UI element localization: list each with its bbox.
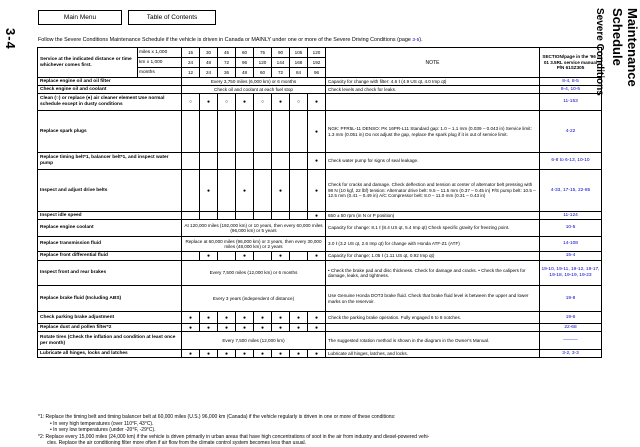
footnote-line: cles. Replace the air conditioning filter more often if air flow from the climate control system becomes less than usual. <box>47 440 307 446</box>
header-months-4: 60 <box>254 68 272 78</box>
manual-page-link[interactable]: 6-8 to 6-13, 10-10 <box>540 153 602 170</box>
intro-body: Follow the Severe Conditions Maintenance Schedule if the vehicle is driven in Canada or MAINLY under one or more of the Severe Driving Conditions (page <box>38 37 413 43</box>
manual-page-link[interactable]: 22-68 <box>540 324 602 332</box>
header-km-0: 24 <box>182 58 200 68</box>
main-menu-button[interactable]: Main Menu <box>38 10 122 25</box>
intro-tail: ). <box>419 37 423 43</box>
interval-mark: ● <box>308 312 326 324</box>
interval-mark: ● <box>290 324 308 332</box>
interval-mark <box>182 252 200 261</box>
interval-mark: ● <box>272 170 290 212</box>
manual-page-link[interactable]: 8-4, 8-5 <box>540 78 602 86</box>
table-row <box>38 324 602 332</box>
interval-mark <box>236 212 254 220</box>
footnote-line: • In very low temperatures (under -20°F, -29°C). <box>50 427 156 433</box>
interval-text: Every 7,500 miles (12,000 km) or 6 months <box>182 261 326 286</box>
interval-mark: ● <box>272 252 290 261</box>
table-row <box>38 153 602 170</box>
maintenance-table <box>37 47 602 358</box>
interval-mark: ● <box>308 94 326 111</box>
header-miles-2: 45 <box>218 48 236 58</box>
interval-text: Every 7,500 miles (12,000 km) <box>182 332 326 350</box>
interval-mark: ● <box>182 312 200 324</box>
interval-mark: ● <box>200 350 218 358</box>
interval-mark: ○ <box>182 94 200 111</box>
service-item: Replace engine oil and oil filter <box>38 78 182 86</box>
interval-mark: ● <box>272 350 290 358</box>
manual-page-link[interactable]: 19-8 <box>540 286 602 312</box>
interval-mark: ● <box>308 212 326 220</box>
header-km-1: 48 <box>200 58 218 68</box>
manual-page-link[interactable]: 15-4 <box>540 252 602 261</box>
service-note: Check water pump for signs of seal leakage. <box>326 153 540 170</box>
table-row <box>38 78 602 86</box>
table-row <box>38 261 602 286</box>
header-km-4: 120 <box>254 58 272 68</box>
service-note: Lubricate all hinges, latches, and locks. <box>326 350 540 358</box>
interval-mark: ● <box>308 153 326 170</box>
interval-mark <box>290 111 308 153</box>
interval-mark <box>182 111 200 153</box>
interval-mark <box>254 252 272 261</box>
page-subtitle: Severe Conditions <box>594 8 605 96</box>
header-miles-5: 90 <box>272 48 290 58</box>
service-item: Clean (○) or replace (●) air cleaner element Use normal schedule except in dusty conditions <box>38 94 182 111</box>
interval-mark: ● <box>272 312 290 324</box>
interval-mark: ○ <box>254 94 272 111</box>
service-item: Inspect idle speed <box>38 212 182 220</box>
interval-mark: ● <box>272 324 290 332</box>
interval-mark <box>290 252 308 261</box>
interval-mark: ● <box>236 170 254 212</box>
interval-mark: ● <box>308 350 326 358</box>
footnote-line: *1: Replace the timing belt and timing balancer belt at 60,000 miles (U.S.) 96,000 km (Canada) if the vehicle regularly is driven in one or more of these conditions: <box>38 414 396 420</box>
interval-text: Every 3,750 miles (6,000 km) or 6 months <box>182 78 326 86</box>
interval-mark: ● <box>308 111 326 153</box>
interval-mark: ● <box>254 324 272 332</box>
interval-text: Check oil and coolant at each fuel stop <box>182 86 326 94</box>
interval-mark: ● <box>182 324 200 332</box>
header-miles-6: 105 <box>290 48 308 58</box>
footnote-line: *2: Replace every 15,000 miles (24,000 km) if the vehicle is driven primarily in urban areas that have high concentrations of soot in the air from industry and diesel-powered vehi- <box>38 433 430 440</box>
interval-mark: ● <box>182 350 200 358</box>
interval-mark <box>290 170 308 212</box>
page-number: 3-4 <box>3 28 18 50</box>
interval-mark: ● <box>200 94 218 111</box>
service-item: Replace engine coolant <box>38 220 182 237</box>
service-item: Replace spark plugs <box>38 111 182 153</box>
interval-mark <box>182 212 200 220</box>
page-title: Maintenance Schedule <box>610 8 640 87</box>
intro-page-link[interactable]: 3-5 <box>412 38 420 43</box>
service-note: Capacity for change: 8.1 ℓ (8.4 US qt, 5.4 Imp qt) Check specific gravity for freezing point. <box>326 220 540 237</box>
service-item: Replace timing belt*1, balancer belt*1, and inspect water pump <box>38 153 182 170</box>
header-months-7: 96 <box>308 68 326 78</box>
interval-mark <box>236 153 254 170</box>
service-note: Capacity for change; 1.05 ℓ (1.11 US qt, 0.92 Imp qt) <box>326 252 540 261</box>
header-months-3: 48 <box>236 68 254 78</box>
interval-mark <box>272 212 290 220</box>
header-miles-4: 75 <box>254 48 272 58</box>
interval-mark <box>254 170 272 212</box>
interval-mark: ● <box>254 312 272 324</box>
interval-mark: ● <box>200 312 218 324</box>
interval-mark: ● <box>308 324 326 332</box>
service-item: Replace brake fluid (Including ABS) <box>38 286 182 312</box>
intro-text <box>38 37 423 44</box>
interval-mark <box>182 170 200 212</box>
manual-page-link[interactable]: 10-5 <box>540 220 602 237</box>
interval-mark: ○ <box>290 94 308 111</box>
header-months-2: 36 <box>218 68 236 78</box>
header-unit-miles: miles x 1,000 <box>138 48 182 58</box>
manual-page-link[interactable]: 11-153 <box>540 94 602 111</box>
header-section-ref: SECTION/page in the '96 - 01 3.5RL service manual P/N 61SZ305 <box>540 48 602 78</box>
interval-mark <box>254 212 272 220</box>
manual-page-link[interactable]: 11-124 <box>540 212 602 220</box>
interval-mark: ● <box>218 312 236 324</box>
interval-mark <box>218 153 236 170</box>
interval-mark <box>200 212 218 220</box>
manual-page-link[interactable]: 8-4, 10-5 <box>540 86 602 94</box>
header-miles-7: 120 <box>308 48 326 58</box>
service-note <box>326 324 540 332</box>
header-unit-months: months <box>138 68 182 78</box>
interval-mark <box>290 153 308 170</box>
interval-mark <box>200 111 218 153</box>
service-note: Capacity for change with filter: 4.6 ℓ (4.9 US qt, 4.0 Imp qt) <box>326 78 540 86</box>
header-service-label: Service at the indicated distance or time whichever comes first. <box>38 48 138 78</box>
service-item: Check engine oil and coolant <box>38 86 182 94</box>
table-row <box>38 212 602 220</box>
service-item: Check parking brake adjustment <box>38 312 182 324</box>
interval-mark: ● <box>308 170 326 212</box>
header-km-2: 72 <box>218 58 236 68</box>
manual-page-link[interactable]: 4-22 <box>540 111 602 153</box>
interval-mark: ● <box>236 312 254 324</box>
interval-mark: ● <box>200 324 218 332</box>
interval-mark <box>290 212 308 220</box>
manual-page-link[interactable]: 19-10, 19-11, 19-12, 19-17, 19-18, 19-19, 19-23 <box>540 261 602 286</box>
interval-mark: ● <box>218 350 236 358</box>
table-row <box>38 312 602 324</box>
interval-mark: ● <box>200 170 218 212</box>
footnote-line: • In very high temperatures (over 110°F, 43°C). <box>50 420 154 427</box>
interval-text: Replace at 60,000 miles (96,000 km) or 3 years, then every 30,000 miles (48,000 km) or 2 years <box>182 237 326 252</box>
footnotes <box>38 414 598 447</box>
service-note: NGK: PFR5L-11 DENSO: PK 16PR-L11 Standard gap: 1.0 – 1.1 mm (0.039 – 0.043 in) Service limit: 1.3 mm (0.051 in) Do not adjust the gap, replace the spark plug if it is out of service limit. <box>326 111 540 153</box>
header-months-1: 24 <box>200 68 218 78</box>
header-miles-3: 60 <box>236 48 254 58</box>
interval-mark: ● <box>218 324 236 332</box>
service-note: Check levels and check for leaks. <box>326 86 540 94</box>
header-unit-km: km x 1,000 <box>138 58 182 68</box>
table-row <box>38 86 602 94</box>
table-row <box>38 286 602 312</box>
header-km-6: 168 <box>290 58 308 68</box>
interval-mark: ● <box>236 350 254 358</box>
service-note <box>326 94 540 111</box>
interval-mark: ● <box>200 252 218 261</box>
interval-text: Every 3 years (independent of distance) <box>182 286 326 312</box>
interval-mark <box>200 153 218 170</box>
header-km-3: 96 <box>236 58 254 68</box>
interval-mark <box>182 153 200 170</box>
table-row <box>38 237 602 252</box>
manual-page-link[interactable]: 3-2, 3-3 <box>540 350 602 358</box>
header-km-7: 192 <box>308 58 326 68</box>
service-item: Replace front differential fluid <box>38 252 182 261</box>
interval-mark: ● <box>236 94 254 111</box>
manual-page-link[interactable]: 4-33, 17-15, 22-85 <box>540 170 602 212</box>
interval-mark <box>254 111 272 153</box>
header-miles-0: 15 <box>182 48 200 58</box>
header-km-5: 144 <box>272 58 290 68</box>
service-item: Rotate tires (Check the inflation and condition at least once per month) <box>38 332 182 350</box>
service-note: • Check the brake pad and disc thickness. Check for damage and cracks. • Check the calipers for damage, leaks, and tightness. <box>326 261 540 286</box>
header-note-label: NOTE <box>326 48 540 78</box>
service-note: Check for cracks and damage. Check deflection and tension at center of alternator belt pressing with 98 N (10 kgf, 22 lbf) tension: Alternator drive belt: 9.5 – 11.5 mm (0.37 – 0.45 in) P/S pump belt: 10.5 – 12.5 mm (0.41 – 0.49 in) A/C Compressor belt: 8.0 – 11.0 mm (0.31 – 0.43 in) <box>326 170 540 212</box>
table-row <box>38 332 602 350</box>
table-row <box>38 111 602 153</box>
service-note: Use Genuine Honda DOT3 brake fluid. Check that brake fluid level is between the upper and lower marks on the reservoir. <box>326 286 540 312</box>
interval-mark <box>218 111 236 153</box>
interval-mark: ● <box>236 324 254 332</box>
table-row <box>38 252 602 261</box>
table-row <box>38 170 602 212</box>
table-row <box>38 220 602 237</box>
service-note: The suggested rotation method is shown in the diagram in the Owner's Manual. <box>326 332 540 350</box>
manual-page-link[interactable]: 19-6 <box>540 312 602 324</box>
interval-mark: ● <box>272 94 290 111</box>
interval-mark: ● <box>308 252 326 261</box>
table-row <box>38 94 602 111</box>
service-note: 650 ± 50 rpm (in N or P position) <box>326 212 540 220</box>
interval-mark <box>272 111 290 153</box>
header-row-miles <box>38 48 602 58</box>
interval-mark: ● <box>290 350 308 358</box>
service-note: 3.0 ℓ (3.2 US qt, 2.6 Imp qt) for change with Honda ATF-Z1 (ATF) <box>326 237 540 252</box>
interval-mark: ● <box>236 252 254 261</box>
header-months-6: 84 <box>290 68 308 78</box>
manual-page-link[interactable]: 14-108 <box>540 237 602 252</box>
interval-mark <box>218 252 236 261</box>
table-of-contents-button[interactable]: Table of Contents <box>128 10 216 25</box>
service-item: Inspect and adjust drive belts <box>38 170 182 212</box>
interval-mark <box>272 153 290 170</box>
service-item: Lubricate all hinges, locks and latches <box>38 350 182 358</box>
interval-mark <box>254 153 272 170</box>
interval-mark <box>218 212 236 220</box>
interval-mark: ● <box>254 350 272 358</box>
header-miles-1: 30 <box>200 48 218 58</box>
interval-mark <box>218 170 236 212</box>
interval-mark <box>236 111 254 153</box>
service-item: Replace dust and pollen filter*2 <box>38 324 182 332</box>
manual-page-link[interactable]: ——— <box>540 332 602 350</box>
interval-text: At 120,000 miles (192,000 km) or 10 years, then every 60,000 miles (96,000 km) or 5 years <box>182 220 326 237</box>
table-row <box>38 350 602 358</box>
service-item: Replace transmission fluid <box>38 237 182 252</box>
interval-mark: ● <box>290 312 308 324</box>
header-months-5: 72 <box>272 68 290 78</box>
header-months-0: 12 <box>182 68 200 78</box>
service-note: Check the parking brake operation. Fully engaged 6 to 8 notches. <box>326 312 540 324</box>
interval-mark: ○ <box>218 94 236 111</box>
service-item: Inspect front and rear brakes <box>38 261 182 286</box>
